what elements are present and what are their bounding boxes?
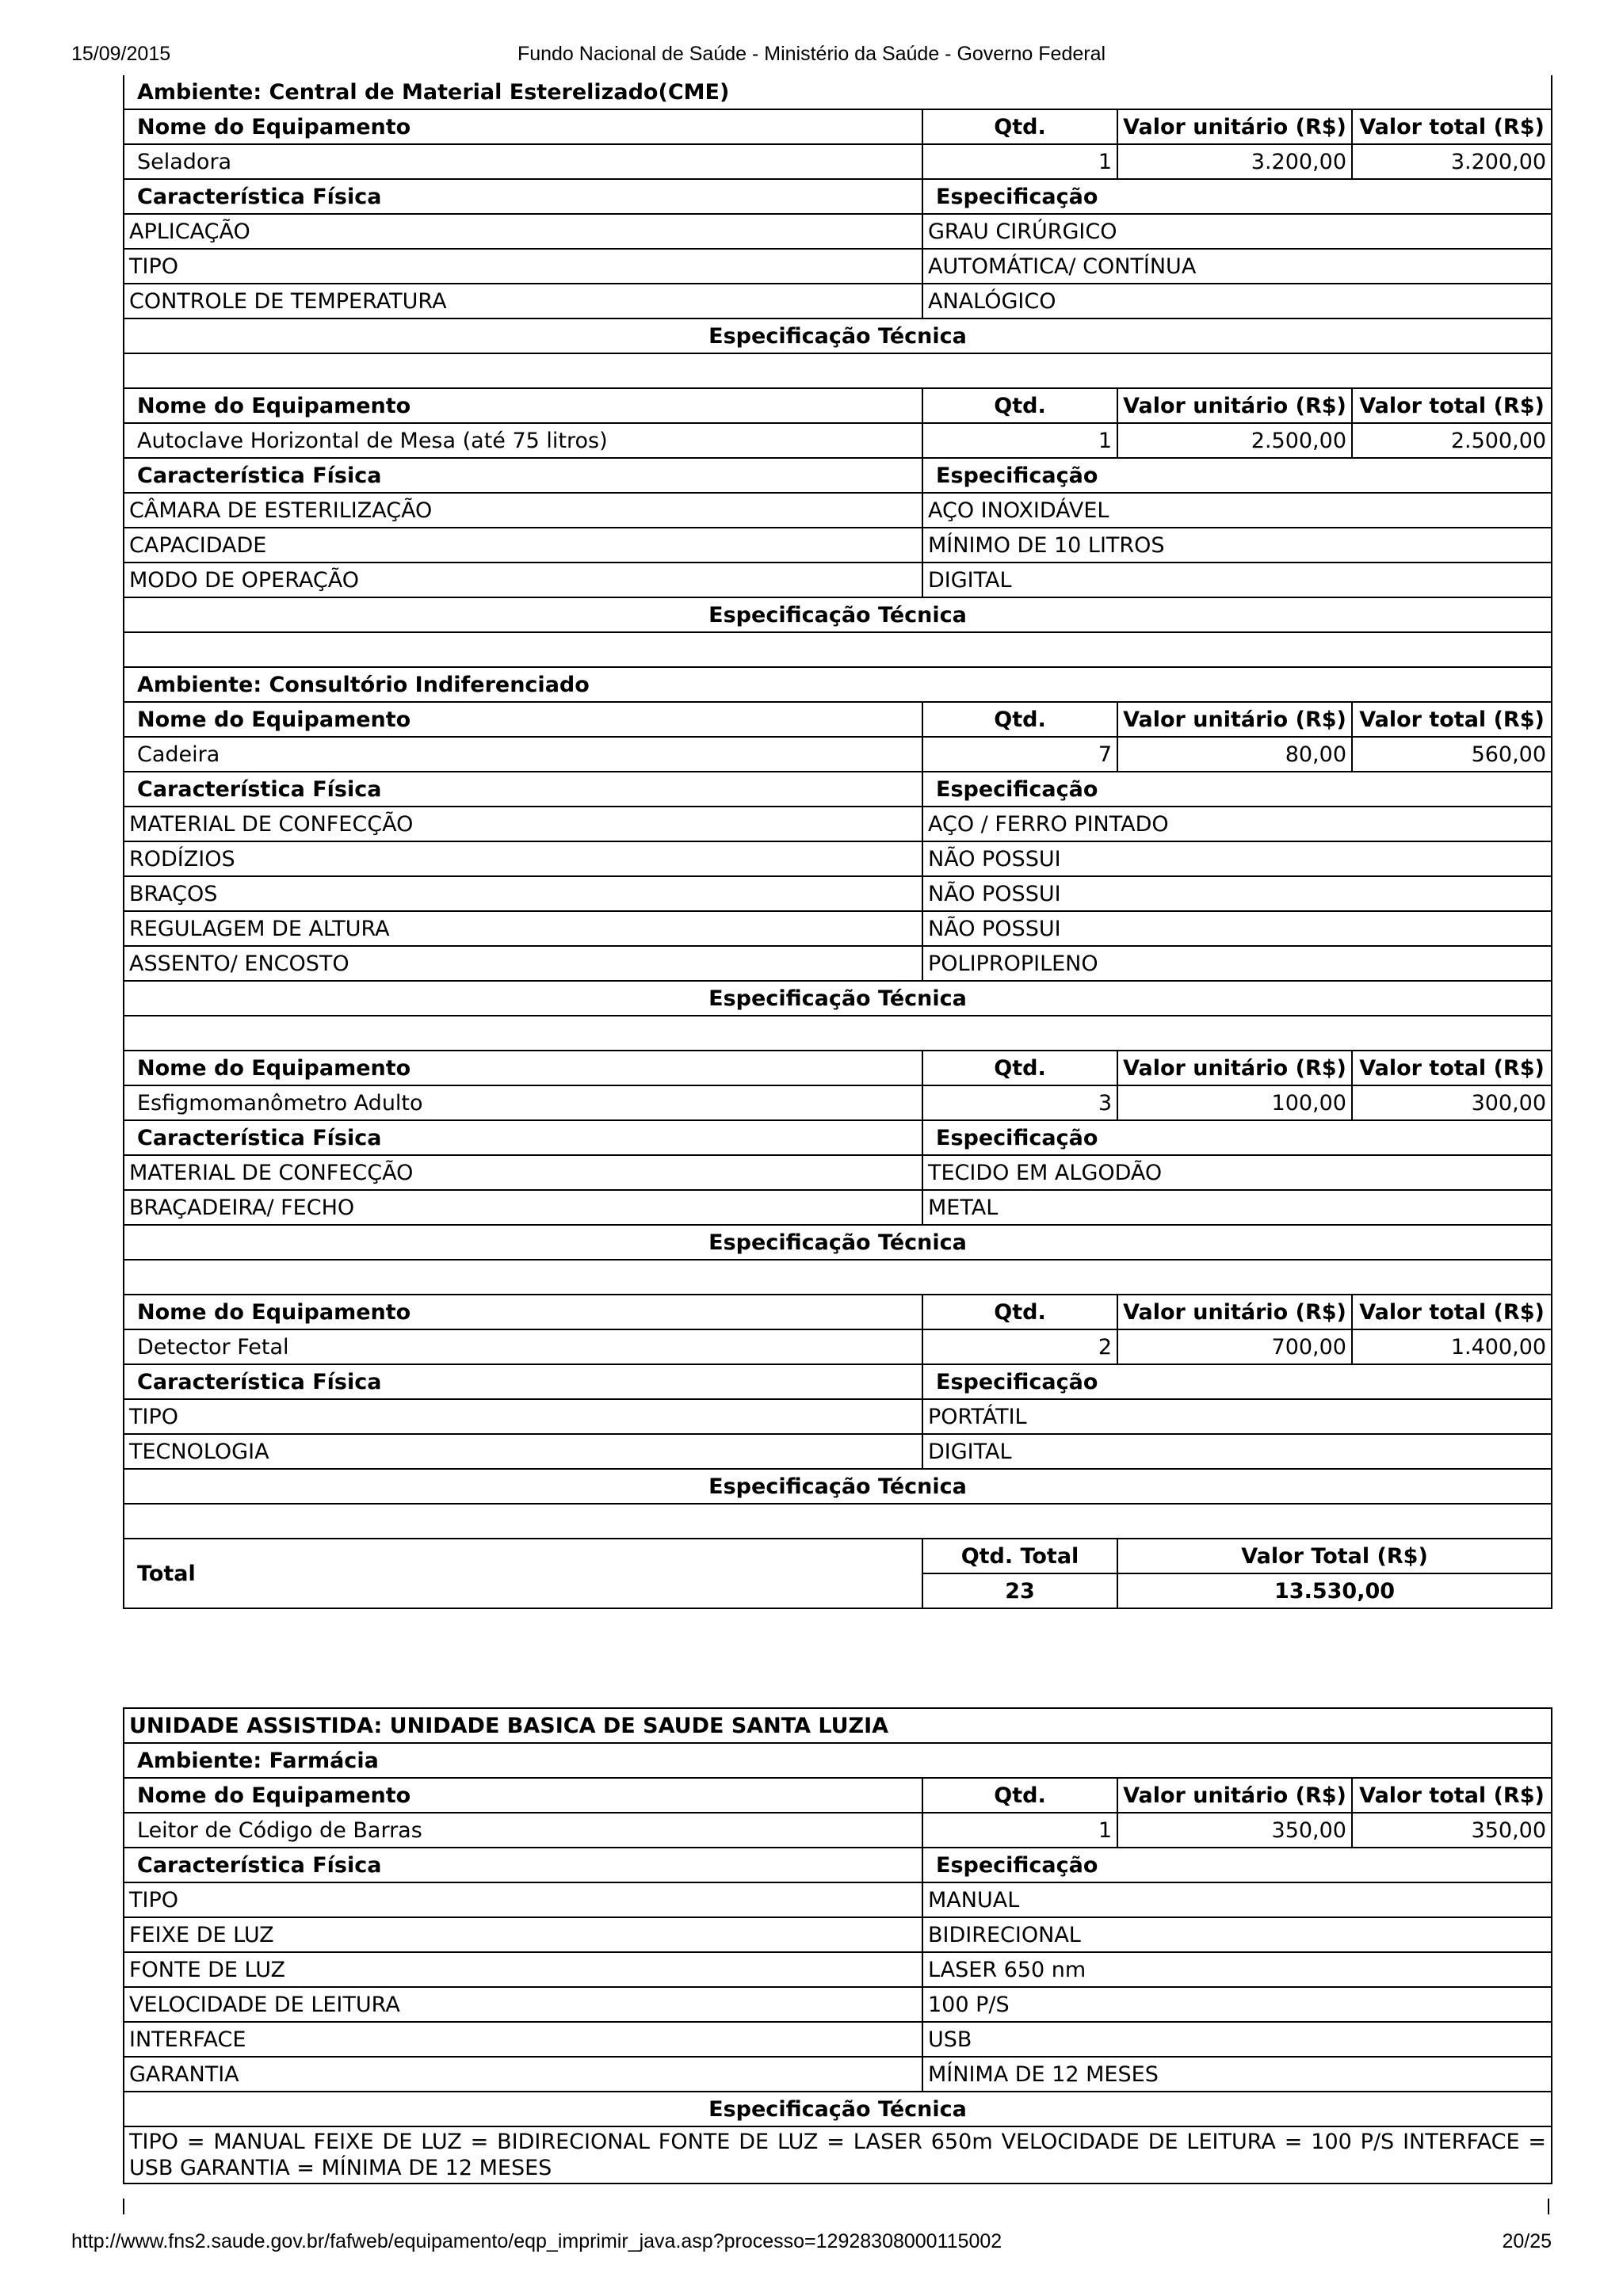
equipment-header-row [124, 388, 1552, 423]
equipment-unit-price: 700,00 [1117, 1329, 1352, 1364]
spec-key: BRAÇOS [124, 876, 922, 911]
spec-key: CÂMARA DE ESTERILIZAÇÃO [124, 493, 922, 528]
equipment-row [124, 423, 1552, 458]
equipment-table-1 [123, 75, 1552, 1609]
tech-spec-heading: Especificação Técnica [124, 2092, 1552, 2126]
spec-header-row [124, 772, 1552, 807]
spec-value: BIDIRECIONAL [922, 1917, 1552, 1952]
spec-key: INTERFACE [124, 2022, 922, 2057]
qtd-total-value: 23 [922, 1573, 1117, 1608]
col-total: Valor total (R$) [1352, 702, 1552, 737]
spec-row [124, 1155, 1552, 1190]
equipment-header-row [124, 1295, 1552, 1329]
print-date: 15/09/2015 [71, 43, 171, 65]
col-nome: Nome do Equipamento [124, 1778, 922, 1813]
equipment-row [124, 144, 1552, 179]
equipment-total-price: 1.400,00 [1352, 1329, 1552, 1364]
spec-value: NÃO POSSUI [922, 876, 1552, 911]
caracteristica-label: Característica Física [124, 1364, 922, 1399]
equipment-qtd: 1 [922, 1813, 1117, 1848]
caracteristica-label: Característica Física [124, 458, 922, 493]
spec-value: GRAU CIRÚRGICO [922, 214, 1552, 249]
ambiente-heading: Ambiente: Consultório Indiferenciado [124, 667, 1552, 702]
spec-row [124, 1952, 1552, 1987]
equipment-qtd: 7 [922, 737, 1117, 772]
spec-key: VELOCIDADE DE LEITURA [124, 1987, 922, 2022]
unidade-heading: UNIDADE ASSISTIDA: UNIDADE BASICA DE SAUDE SANTA LUZIA [124, 1708, 1552, 1743]
equipment-unit-price: 3.200,00 [1117, 144, 1352, 179]
page-header-title: Fundo Nacional de Saúde - Ministério da Saúde - Governo Federal [517, 43, 1106, 65]
tech-spec-heading: Especificação Técnica [124, 1225, 1552, 1260]
equipment-unit-price: 100,00 [1117, 1085, 1352, 1120]
spec-value: USB [922, 2022, 1552, 2057]
equipment-qtd: 3 [922, 1085, 1117, 1120]
caracteristica-label: Característica Física [124, 1848, 922, 1882]
col-unit: Valor unitário (R$) [1117, 1778, 1352, 1813]
col-nome: Nome do Equipamento [124, 1051, 922, 1085]
equipment-name: Autoclave Horizontal de Mesa (até 75 litros) [124, 423, 922, 458]
equipment-unit-price: 350,00 [1117, 1813, 1352, 1848]
spec-key: TECNOLOGIA [124, 1434, 922, 1469]
spec-value: MÍNIMA DE 12 MESES [922, 2057, 1552, 2092]
spec-key: FEIXE DE LUZ [124, 1917, 922, 1952]
spec-row [124, 1987, 1552, 2022]
spec-value: LASER 650 nm [922, 1952, 1552, 1987]
spec-key: BRAÇADEIRA/ FECHO [124, 1190, 922, 1225]
col-nome: Nome do Equipamento [124, 702, 922, 737]
spec-value: AÇO / FERRO PINTADO [922, 807, 1552, 841]
spec-row [124, 1434, 1552, 1469]
ambiente-heading: Ambiente: Central de Material Esterelizado(CME) [124, 75, 1552, 109]
spec-row [124, 807, 1552, 841]
col-qtd: Qtd. [922, 109, 1117, 144]
equipment-name: Detector Fetal [124, 1329, 922, 1364]
col-qtd: Qtd. [922, 388, 1117, 423]
equipment-qtd: 1 [922, 423, 1117, 458]
tech-spec-text: TIPO = MANUAL FEIXE DE LUZ = BIDIRECIONAL FONTE DE LUZ = LASER 650m VELOCIDADE DE LEITURA = 100 P/S INTERFACE = USB GARANTIA = MÍNIMA DE 12 MESES [124, 2126, 1552, 2183]
tech-spec-text [124, 353, 1552, 388]
spec-key: GARANTIA [124, 2057, 922, 2092]
spec-value: METAL [922, 1190, 1552, 1225]
valor-total-value: 13.530,00 [1117, 1573, 1552, 1608]
equipment-row [124, 1813, 1552, 1848]
especificacao-label: Especificação [922, 1364, 1552, 1399]
tech-spec-text [124, 1504, 1552, 1539]
spec-row [124, 528, 1552, 563]
spec-row [124, 841, 1552, 876]
spec-key: TIPO [124, 1882, 922, 1917]
especificacao-label: Especificação [922, 458, 1552, 493]
especificacao-label: Especificação [922, 1848, 1552, 1882]
spec-value: AÇO INOXIDÁVEL [922, 493, 1552, 528]
col-total: Valor total (R$) [1352, 109, 1552, 144]
col-total: Valor total (R$) [1352, 1295, 1552, 1329]
spec-row [124, 214, 1552, 249]
equipment-name: Leitor de Código de Barras [124, 1813, 922, 1848]
col-qtd: Qtd. [922, 1051, 1117, 1085]
spec-row [124, 1399, 1552, 1434]
spec-row [124, 876, 1552, 911]
tech-spec-text [124, 632, 1552, 667]
spec-value: PORTÁTIL [922, 1399, 1552, 1434]
spec-value: DIGITAL [922, 563, 1552, 597]
spec-row [124, 493, 1552, 528]
tech-spec-text [124, 1260, 1552, 1295]
spec-header-row [124, 1120, 1552, 1155]
equipment-name: Seladora [124, 144, 922, 179]
col-nome: Nome do Equipamento [124, 388, 922, 423]
equipment-total-price: 2.500,00 [1352, 423, 1552, 458]
col-unit: Valor unitário (R$) [1117, 388, 1352, 423]
equipment-table-2 [123, 1707, 1552, 2184]
tech-spec-heading: Especificação Técnica [124, 981, 1552, 1016]
equipment-qtd: 2 [922, 1329, 1117, 1364]
spec-value: NÃO POSSUI [922, 911, 1552, 946]
spec-key: TIPO [124, 249, 922, 284]
col-unit: Valor unitário (R$) [1117, 702, 1352, 737]
equipment-header-row [124, 1778, 1552, 1813]
spec-key: REGULAGEM DE ALTURA [124, 911, 922, 946]
spec-row [124, 1882, 1552, 1917]
equipment-header-row [124, 1051, 1552, 1085]
spec-row [124, 911, 1552, 946]
spec-key: TIPO [124, 1399, 922, 1434]
totals-header-row [124, 1539, 1552, 1573]
caracteristica-label: Característica Física [124, 179, 922, 214]
col-qtd: Qtd. [922, 1778, 1117, 1813]
spec-row [124, 946, 1552, 981]
equipment-name: Esfigmomanômetro Adulto [124, 1085, 922, 1120]
equipment-total-price: 560,00 [1352, 737, 1552, 772]
col-nome: Nome do Equipamento [124, 1295, 922, 1329]
col-nome: Nome do Equipamento [124, 109, 922, 144]
spec-key: RODÍZIOS [124, 841, 922, 876]
tech-spec-heading: Especificação Técnica [124, 318, 1552, 353]
equipment-row [124, 737, 1552, 772]
spec-key: APLICAÇÃO [124, 214, 922, 249]
col-unit: Valor unitário (R$) [1117, 109, 1352, 144]
equipment-name: Cadeira [124, 737, 922, 772]
spec-value: 100 P/S [922, 1987, 1552, 2022]
col-total: Valor total (R$) [1352, 1778, 1552, 1813]
col-total: Valor total (R$) [1352, 1051, 1552, 1085]
spec-header-row [124, 1848, 1552, 1882]
col-unit: Valor unitário (R$) [1117, 1295, 1352, 1329]
spec-row [124, 2022, 1552, 2057]
spec-header-row [124, 179, 1552, 214]
spec-key: FONTE DE LUZ [124, 1952, 922, 1987]
equipment-row [124, 1329, 1552, 1364]
spec-value: MÍNIMO DE 10 LITROS [922, 528, 1552, 563]
spec-row [124, 284, 1552, 318]
col-total: Valor total (R$) [1352, 388, 1552, 423]
spec-value: TECIDO EM ALGODÃO [922, 1155, 1552, 1190]
equipment-qtd: 1 [922, 144, 1117, 179]
especificacao-label: Especificação [922, 772, 1552, 807]
especificacao-label: Especificação [922, 1120, 1552, 1155]
spec-header-row [124, 458, 1552, 493]
spec-header-row [124, 1364, 1552, 1399]
spec-row [124, 563, 1552, 597]
especificacao-label: Especificação [922, 179, 1552, 214]
equipment-header-row [124, 109, 1552, 144]
page-number: 20/25 [1502, 2230, 1552, 2252]
total-label: Total [124, 1539, 922, 1608]
col-unit: Valor unitário (R$) [1117, 1051, 1352, 1085]
valor-total-label: Valor Total (R$) [1117, 1539, 1552, 1573]
caracteristica-label: Característica Física [124, 1120, 922, 1155]
tech-spec-heading: Especificação Técnica [124, 1469, 1552, 1504]
col-qtd: Qtd. [922, 1295, 1117, 1329]
equipment-unit-price: 2.500,00 [1117, 423, 1352, 458]
spec-row [124, 249, 1552, 284]
tech-spec-text [124, 1016, 1552, 1051]
tech-spec-heading: Especificação Técnica [124, 597, 1552, 632]
equipment-total-price: 350,00 [1352, 1813, 1552, 1848]
equipment-total-price: 3.200,00 [1352, 144, 1552, 179]
spec-value: NÃO POSSUI [922, 841, 1552, 876]
spec-key: CAPACIDADE [124, 528, 922, 563]
spec-key: ASSENTO/ ENCOSTO [124, 946, 922, 981]
equipment-total-price: 300,00 [1352, 1085, 1552, 1120]
spec-value: ANALÓGICO [922, 284, 1552, 318]
spec-key: MATERIAL DE CONFECÇÃO [124, 1155, 922, 1190]
col-qtd: Qtd. [922, 702, 1117, 737]
spec-key: CONTROLE DE TEMPERATURA [124, 284, 922, 318]
equipment-unit-price: 80,00 [1117, 737, 1352, 772]
footer-url: http://www.fns2.saude.gov.br/fafweb/equipamento/eqp_imprimir_java.asp?processo=12928308000115002 [71, 2230, 1002, 2252]
spec-row [124, 2057, 1552, 2092]
spec-key: MODO DE OPERAÇÃO [124, 563, 922, 597]
spec-value: POLIPROPILENO [922, 946, 1552, 981]
qtd-total-label: Qtd. Total [922, 1539, 1117, 1573]
spec-key: MATERIAL DE CONFECÇÃO [124, 807, 922, 841]
spec-value: AUTOMÁTICA/ CONTÍNUA [922, 249, 1552, 284]
equipment-header-row [124, 702, 1552, 737]
spec-value: MANUAL [922, 1882, 1552, 1917]
table-continuation [123, 2199, 1549, 2214]
spec-row [124, 1190, 1552, 1225]
ambiente-heading: Ambiente: Farmácia [124, 1743, 1552, 1778]
equipment-row [124, 1085, 1552, 1120]
spec-value: DIGITAL [922, 1434, 1552, 1469]
caracteristica-label: Característica Física [124, 772, 922, 807]
spec-row [124, 1917, 1552, 1952]
